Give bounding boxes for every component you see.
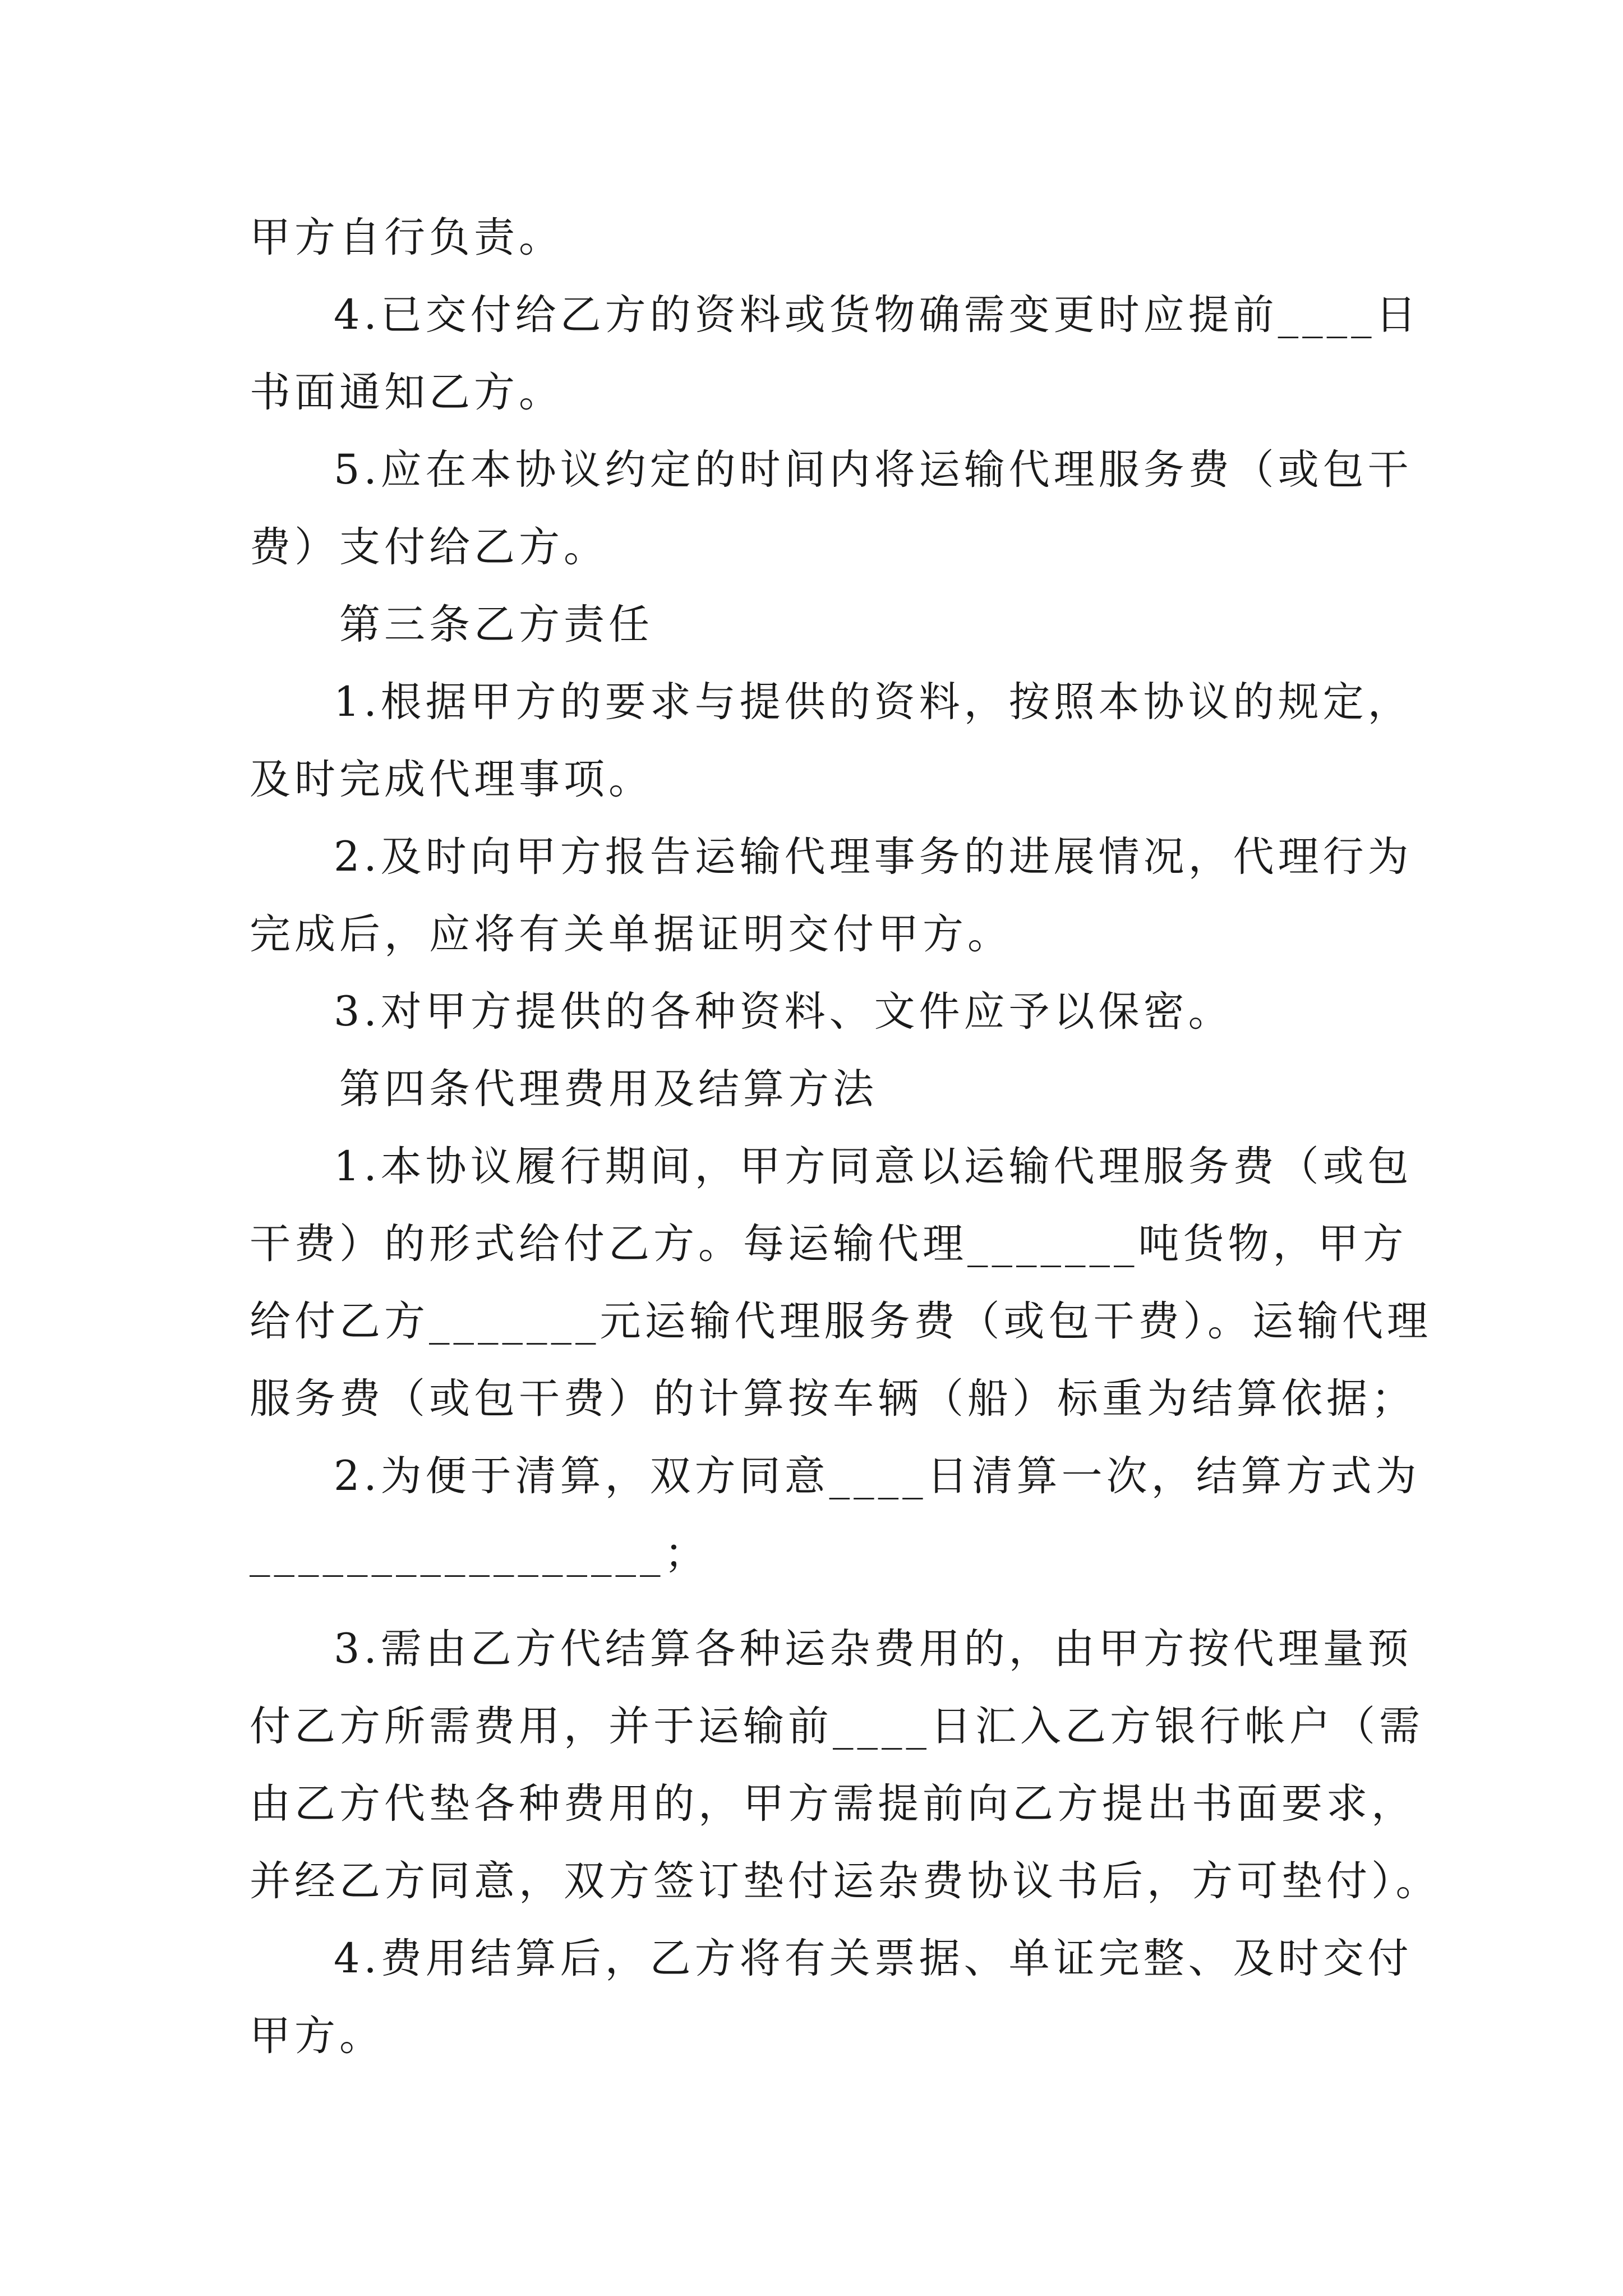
paragraph-line: 并经乙方同意，双方签订垫付运杂费协议书后，方可垫付）。 (250, 1857, 1441, 1905)
clause-item-1: 1.本协议履行期间，甲方同意以运输代理服务费（或包 (334, 1143, 1413, 1190)
clause-item-4: 4.已交付给乙方的资料或货物确需变更时应提前____日 (334, 291, 1421, 339)
clause-item-4: 4.费用结算后，乙方将有关票据、单证完整、及时交付 (334, 1935, 1413, 1982)
paragraph-line: 完成后，应将有关单据证明交付甲方。 (250, 910, 1012, 958)
clause-item-3: 3.需由乙方代结算各种运杂费用的，由甲方按代理量预 (334, 1625, 1413, 1673)
paragraph-line: 付乙方所需费用，并于运输前____日汇入乙方银行帐户（需 (250, 1703, 1424, 1750)
paragraph-line: 书面通知乙方。 (250, 369, 564, 416)
document-body (250, 199, 1441, 2075)
paragraph-line: 费）支付给乙方。 (250, 523, 608, 571)
paragraph-line: 由乙方代垫各种费用的，甲方需提前向乙方提出书面要求， (250, 1780, 1416, 1828)
paragraph-line: 给付乙方_______元运输代理服务费（或包干费）。运输代理 (250, 1297, 1432, 1345)
clause-item-2: 2.为便于清算，双方同意____日清算一次，结算方式为 (334, 1452, 1421, 1500)
section-heading-article-4: 第四条代理费用及结算方法 (339, 1065, 878, 1113)
blank-fill-line: _________________； (250, 1530, 709, 1577)
clause-item-5: 5.应在本协议约定的时间内将运输代理服务费（或包干 (334, 446, 1413, 494)
paragraph-line: 甲方。 (250, 2012, 384, 2060)
paragraph-line: 服务费（或包干费）的计算按车辆（船）标重为结算依据； (250, 1375, 1416, 1423)
paragraph-line: 及时完成代理事项。 (250, 756, 653, 803)
paragraph-line: 甲方自行负责。 (250, 214, 564, 261)
clause-item-3: 3.对甲方提供的各种资料、文件应予以保密。 (334, 988, 1233, 1036)
clause-item-1: 1.根据甲方的要求与提供的资料，按照本协议的规定， (334, 678, 1413, 726)
section-heading-article-3: 第三条乙方责任 (339, 601, 653, 648)
clause-item-2: 2.及时向甲方报告运输代理事务的进展情况，代理行为 (334, 833, 1413, 881)
paragraph-line: 干费）的形式给付乙方。每运输代理_______吨货物，甲方 (250, 1220, 1408, 1268)
